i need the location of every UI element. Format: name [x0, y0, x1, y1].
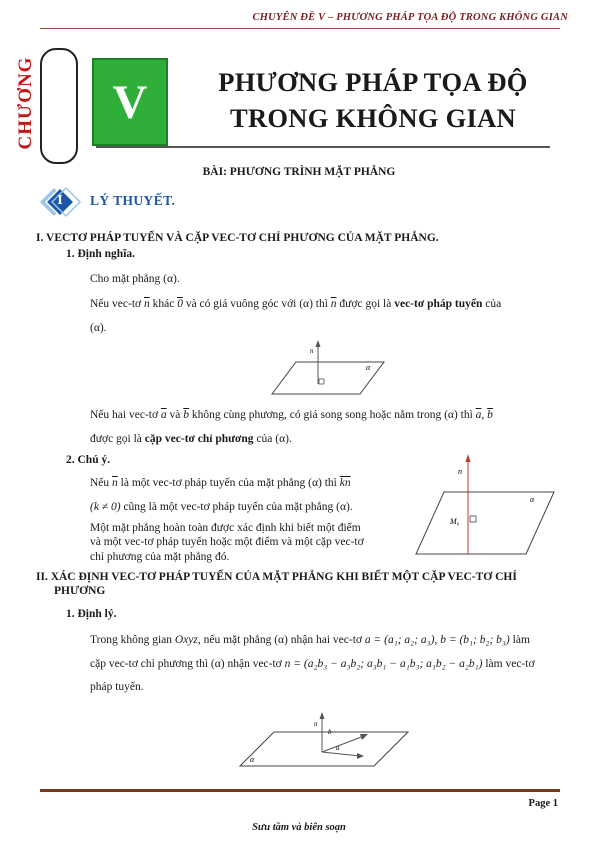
part2-heading-line2: PHƯƠNG — [54, 585, 106, 597]
theorem-line1: Trong không gian Oxyz, nếu mặt phẳng (α) nhận hai vec-tơ a = (a₁; a₂; a₃), b = (b₁; b₂; b₃) làm — [90, 634, 530, 646]
part2-heading-line1: II. XÁC ĐỊNH VEC-TƠ PHÁP TUYẾN CỦA MẶT PHẲNG KHI BIẾT MỘT CẶP VEC-TƠ CHỈ — [36, 571, 517, 583]
chapter-title-line2: TRONG KHÔNG GIAN — [229, 103, 516, 133]
chapter-label: CHƯƠNG — [15, 56, 36, 150]
page-number: Page 1 — [528, 798, 558, 809]
figure2-n-label: n — [458, 467, 462, 476]
lesson-title: BÀI: PHƯƠNG TRÌNH MẶT PHẲNG — [202, 166, 396, 178]
definition-line2: Nếu vec-tơ $\overline{n}$ khác 0 và có giá vuông góc với (α) thì $\overline{n}$ được gọi là vec-tơ pháp tuyến của — [90, 298, 502, 310]
definition-line3: Nếu hai vec-tơ $\overline{a}$ và $\overline{b}$ không cùng phương, có giá song song hoặc nằm trong (α) thì $\overline{a}$, $\overline{b}$ — [90, 409, 493, 421]
note-line2: (k ≠ 0) cũng là một vec-tơ pháp tuyến của mặt phẳng (α). — [90, 501, 353, 513]
theorem-line3: pháp tuyến. — [90, 681, 144, 693]
figure-plane-normal — [268, 338, 388, 400]
section-title: LÝ THUYẾT. — [90, 193, 176, 208]
figure1-n-label: n — [310, 347, 314, 355]
figure-plane-point-normal — [408, 450, 560, 562]
chapter-label-box — [40, 48, 78, 164]
definition-line2-end: (α). — [90, 322, 107, 334]
footer-credit: Sưu tầm và biên soạn — [252, 822, 346, 833]
theorem-line2: cặp vec-tơ chỉ phương thì (α) nhận vec-tơ n = (a₂b₃ − a₃b₂; a₃b₁ − a₁b₃; a₁b₂ − a₂b₁) làm vec-tơ — [90, 658, 535, 670]
note-line3: Một mặt phẳng hoàn toàn được xác định khi biết một điểm — [90, 522, 361, 534]
definition-line4: được gọi là cặp vec-tơ chỉ phương của (α). — [90, 433, 292, 445]
figure3-alpha-label: α — [250, 755, 255, 764]
figure-plane-two-vectors — [236, 712, 412, 770]
chapter-number: V — [92, 58, 168, 146]
figure1-alpha-label: α — [366, 363, 371, 372]
note-line1: Nếu $\overline{n}$ là một vec-tơ pháp tuyến của mặt phẳng (α) thì $\overline{kn}$ — [90, 477, 351, 489]
figure3-b-label: b — [328, 728, 332, 736]
chapter-title — [178, 64, 568, 136]
figure2-m0-label: M₀ — [450, 517, 460, 526]
footer-divider — [40, 789, 560, 792]
theorem-heading: 1. Định lý. — [66, 608, 117, 620]
figure2-alpha-label: α — [530, 495, 535, 504]
title-divider — [96, 146, 550, 148]
part1-heading: I. VECTƠ PHÁP TUYẾN VÀ CẶP VEC-TƠ CHỈ PHƯƠNG CỦA MẶT PHẲNG. — [36, 232, 439, 244]
note-line5: chỉ phương của mặt phẳng đó. — [90, 551, 230, 563]
definition-line1: Cho mặt phẳng (α). — [90, 273, 180, 285]
header-divider — [40, 28, 560, 29]
running-header: CHUYÊN ĐỀ V – PHƯƠNG PHÁP TỌA ĐỘ TRONG KHÔNG GIAN — [252, 12, 568, 23]
definition-heading: 1. Định nghĩa. — [66, 248, 136, 260]
figure3-n-label: n — [314, 720, 318, 728]
section-badge-number: I — [57, 193, 63, 208]
note-heading: 2. Chú ý. — [66, 454, 111, 466]
note-line4: và một vec-tơ pháp tuyến hoặc một điểm và một cặp vec-tơ — [90, 536, 364, 548]
figure3-a-label: a — [336, 744, 340, 752]
chapter-title-line1: PHƯƠNG PHÁP TỌA ĐỘ — [218, 67, 528, 97]
